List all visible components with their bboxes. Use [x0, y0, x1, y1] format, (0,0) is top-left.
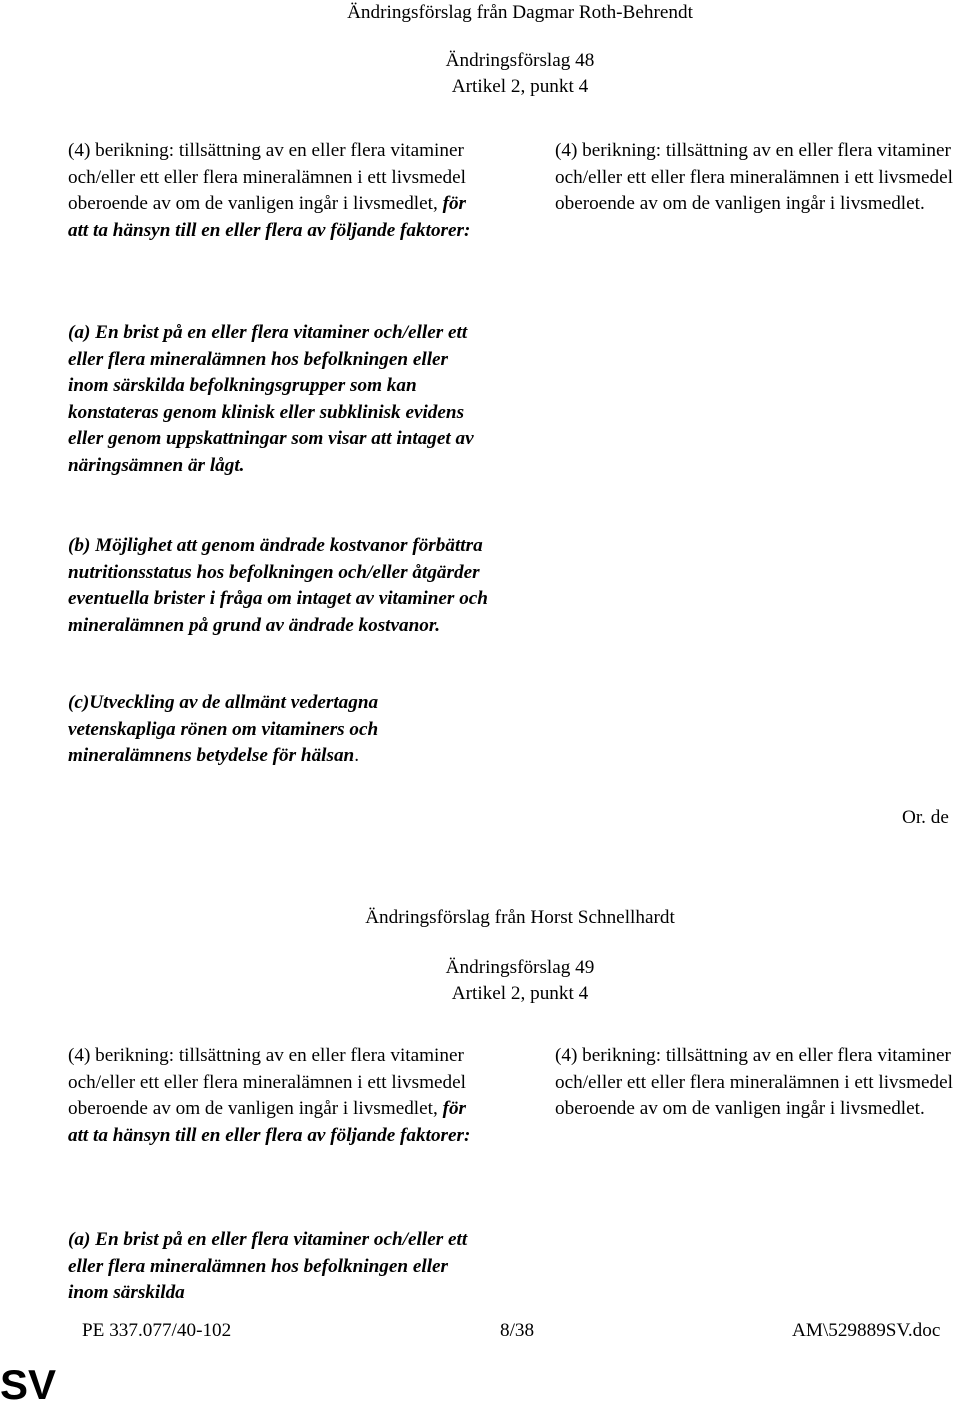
para-c-end: .: [354, 745, 360, 766]
amendment-49-para-a: (a) En brist på en eller flera vitaminer och/eller ett eller flera mineralämnen hos befolkningen eller inom särskilda: [68, 1229, 468, 1303]
origin-language: Or. de: [902, 807, 949, 828]
language-code: SV: [0, 1361, 57, 1408]
left-intro-text: (4) berikning: tillsättning av en eller flera vitaminer och/eller ett eller flera mineralämnen i ett livsmedel oberoende av om de vanligen ingår i livsmedlet,: [68, 1045, 466, 1119]
footer-file-name: AM\529889SV.doc: [792, 1320, 941, 1341]
footer-reference: PE 337.077/40-102: [82, 1320, 232, 1341]
amendment-48-author: Ändringsförslag från Dagmar Roth-Behrendt: [347, 2, 693, 23]
amendment-49-author: Ändringsförslag från Horst Schnellhardt: [365, 907, 675, 928]
amendment-48-right-text: (4) berikning: tillsättning av en eller flera vitaminer och/eller ett eller flera mineralämnen i ett livsmedel oberoende av om de vanligen ingår i livsmedlet.: [555, 140, 953, 214]
para-c-text: (c)Utveckling av de allmänt vedertagna vetenskapliga rönen om vitaminers och mineralämnens betydelse för hälsan: [68, 692, 379, 766]
amendment-49-number: Ändringsförslag 49: [445, 957, 595, 978]
amendment-48-number: Ändringsförslag 48: [445, 50, 595, 71]
amendment-49-left-intro: [68, 1043, 478, 1149]
footer-page-number: 8/38: [500, 1320, 535, 1341]
left-intro-italic: för att ta hänsyn till en eller flera av följande faktorer:: [68, 193, 471, 241]
amendment-49-right-text: (4) berikning: tillsättning av en eller flera vitaminer och/eller ett eller flera mineralämnen i ett livsmedel oberoende av om de vanligen ingår i livsmedlet.: [555, 1045, 953, 1119]
amendment-48-left-intro: [68, 138, 478, 244]
amendment-48-para-b: (b) Möjlighet att genom ändrade kostvanor förbättra nutritionsstatus hos befolkningen och/eller åtgärder eventuella brister i fråga om intaget av vitaminer och mineralämnen på grund av ändrade kostvanor.: [68, 535, 488, 636]
amendment-48-article: Artikel 2, punkt 4: [451, 76, 589, 97]
amendment-48-para-a: (a) En brist på en eller flera vitaminer och/eller ett eller flera mineralämnen hos befolkningen eller inom särskilda befolkningsgrupper som kan konstateras genom klinisk eller subklinisk evidens eller genom uppskattningar som visar att intaget av näringsämnen är lågt.: [68, 322, 474, 476]
left-intro-italic: för att ta hänsyn till en eller flera av följande faktorer:: [68, 1098, 471, 1146]
amendment-49-article: Artikel 2, punkt 4: [451, 983, 589, 1004]
amendment-48-para-c: [68, 690, 468, 770]
left-intro-text: (4) berikning: tillsättning av en eller flera vitaminer och/eller ett eller flera mineralämnen i ett livsmedel oberoende av om de vanligen ingår i livsmedlet,: [68, 140, 466, 214]
